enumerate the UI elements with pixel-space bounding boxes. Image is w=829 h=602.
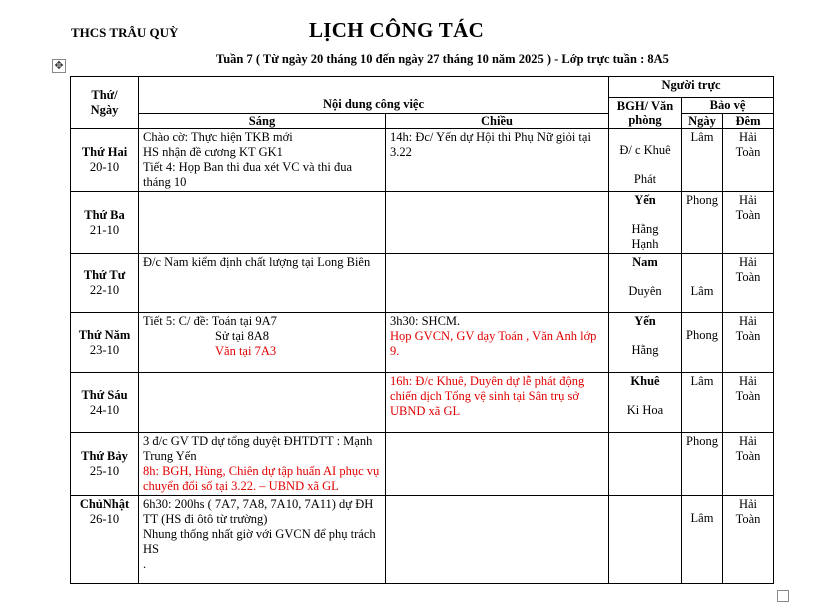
header-content: Nội dung công việc <box>139 77 609 114</box>
afternoon-cell <box>386 433 609 496</box>
header-guard-night: Đêm <box>723 113 774 129</box>
day-cell: Thứ Năm 23-10 <box>71 313 139 373</box>
header-morning: Sáng <box>139 113 386 129</box>
bgh-cell: Yến Hằng <box>609 313 682 373</box>
morning-cell: Tiết 5: C/ đề: Toán tại 9A7 Sử tại 8A8 Văn tại 7A3 <box>139 313 386 373</box>
header-afternoon: Chiều <box>386 113 609 129</box>
morning-cell <box>139 192 386 254</box>
bgh-cell: Đ/ c Khuê Phát <box>609 129 682 192</box>
guard-day-cell: Phong <box>682 433 723 496</box>
bgh-cell <box>609 496 682 584</box>
guard-day-cell: Lâm <box>682 373 723 433</box>
guard-night-cell: Hải Toàn <box>723 373 774 433</box>
table-row <box>71 129 774 192</box>
morning-cell: Chào cờ: Thực hiện TKB mới HS nhận đề cương KT GK1 Tiết 4: Họp Ban thi đua xét VC và thi đua tháng 10 <box>139 129 386 192</box>
bgh-cell: Yến Hằng Hạnh <box>609 192 682 254</box>
table-resize-handle[interactable] <box>777 590 789 602</box>
week-subtitle: Tuần 7 ( Từ ngày 20 tháng 10 đến ngày 27 tháng 10 năm 2025 ) - Lớp trực tuần : 8A5 <box>216 52 669 66</box>
table-row <box>71 254 774 313</box>
morning-cell: 3 đ/c GV TD dự tổng duyệt ĐHTDTT : Mạnh Trung Yến 8h: BGH, Hùng, Chiên dự tập huấn AI phục vụ chuyển đổi số tại 3.22. – UBND xã GL <box>139 433 386 496</box>
guard-day-cell: Lâm <box>682 496 723 584</box>
morning-cell <box>139 373 386 433</box>
table-row <box>71 496 774 584</box>
table-row <box>71 192 774 254</box>
afternoon-cell <box>386 496 609 584</box>
header-duty: Người trực <box>609 77 774 98</box>
move-handle-icon[interactable]: ✥ <box>52 59 66 73</box>
day-cell: Thứ Hai 20-10 <box>71 129 139 192</box>
guard-night-cell: Hải Toàn <box>723 192 774 254</box>
morning-cell: Đ/c Nam kiểm định chất lượng tại Long Biên <box>139 254 386 313</box>
afternoon-cell: 3h30: SHCM. Họp GVCN, GV dạy Toán , Văn Anh lớp 9. <box>386 313 609 373</box>
table-row <box>71 373 774 433</box>
header-day: Thứ/ Ngày <box>71 77 139 129</box>
day-cell: ChủNhật 26-10 <box>71 496 139 584</box>
bgh-cell: Khuê Ki Hoa <box>609 373 682 433</box>
page-title: LỊCH CÔNG TÁC <box>309 18 485 42</box>
guard-day-cell: Phong <box>682 192 723 254</box>
bgh-cell: Nam Duyên <box>609 254 682 313</box>
guard-night-cell: Hải Toàn <box>723 313 774 373</box>
school-name: THCS TRÂU QUỲ <box>71 25 179 40</box>
day-cell: Thứ Ba 21-10 <box>71 192 139 254</box>
guard-day-cell: Phong <box>682 313 723 373</box>
header-bgh: BGH/ Văn phòng <box>609 98 682 129</box>
afternoon-cell <box>386 254 609 313</box>
day-cell: Thứ Tư 22-10 <box>71 254 139 313</box>
schedule-table <box>70 76 774 584</box>
header-guard: Bảo vệ <box>682 98 774 114</box>
day-cell: Thứ Bảy 25-10 <box>71 433 139 496</box>
guard-day-cell: Lâm <box>682 129 723 192</box>
guard-night-cell: Hải Toàn <box>723 496 774 584</box>
morning-cell: 6h30: 200hs ( 7A7, 7A8, 7A10, 7A11) dự ĐH TT (HS đi ôtô từ trường) Nhung thống nhất giờ với GVCN để phụ trách HS . <box>139 496 386 584</box>
guard-night-cell: Hải Toàn <box>723 129 774 192</box>
table-row <box>71 433 774 496</box>
afternoon-cell: 16h: Đ/c Khuê, Duyên dự lễ phát động chiến dịch Tổng vệ sinh tại Sân trụ sở UBND xã GL <box>386 373 609 433</box>
table-row <box>71 313 774 373</box>
afternoon-cell: 14h: Đc/ Yến dự Hội thi Phụ Nữ giỏi tại 3.22 <box>386 129 609 192</box>
guard-night-cell: Hải Toàn <box>723 254 774 313</box>
guard-day-cell: Lâm <box>682 254 723 313</box>
day-cell: Thứ Sáu 24-10 <box>71 373 139 433</box>
header-guard-day: Ngày <box>682 113 723 129</box>
bgh-cell <box>609 433 682 496</box>
guard-night-cell: Hải Toàn <box>723 433 774 496</box>
afternoon-cell <box>386 192 609 254</box>
